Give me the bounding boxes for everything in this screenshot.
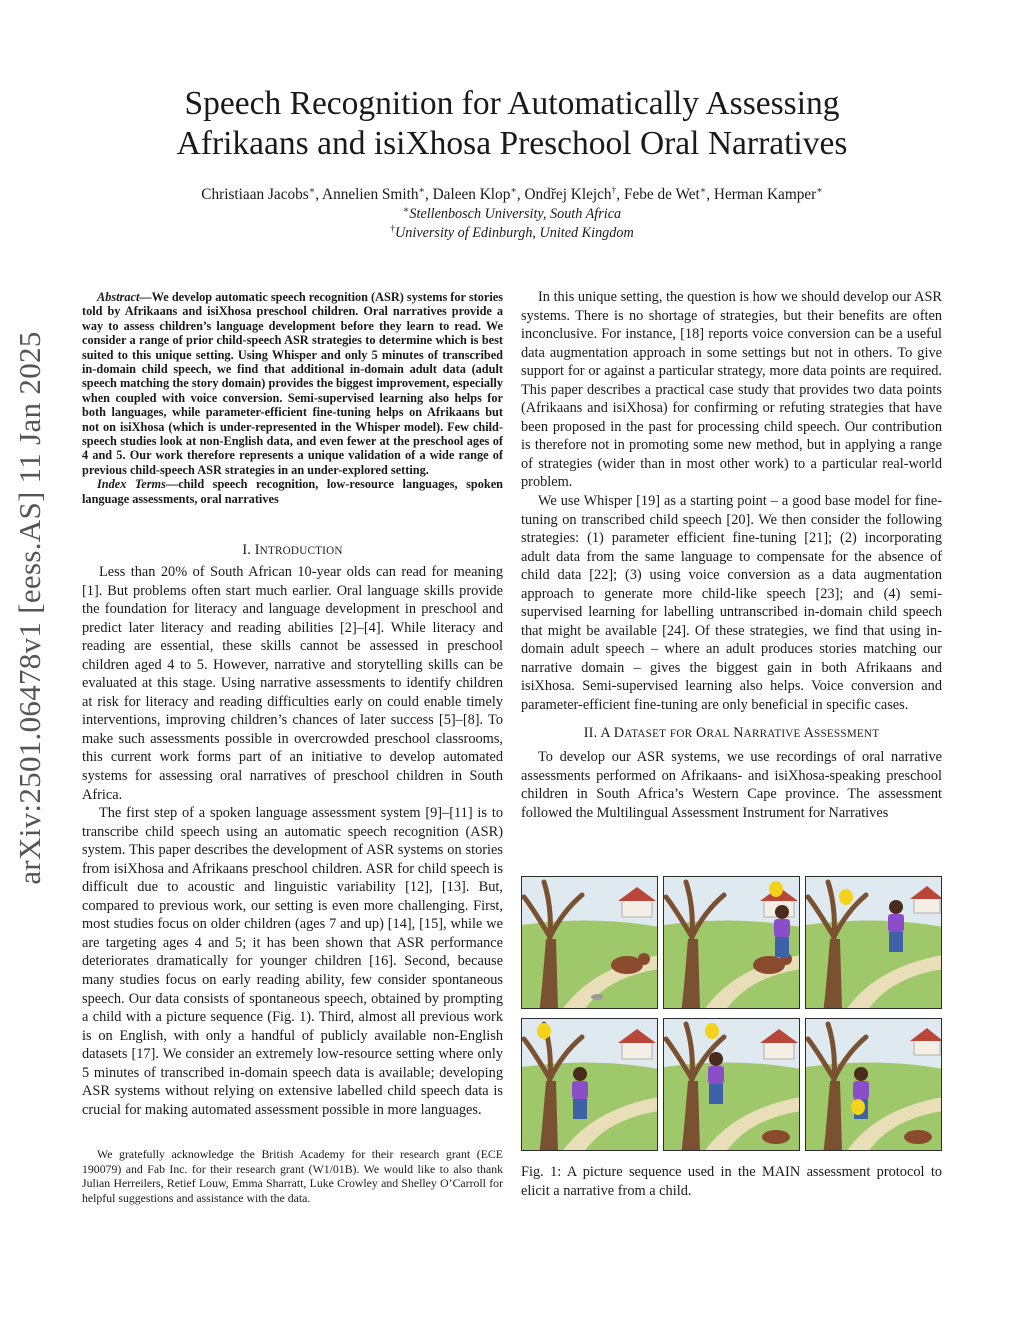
house bbox=[764, 1041, 794, 1059]
acknowledgement-footnote: We gratefully acknowledge the British Academy for their research grant (ECE 190079) and Fab Inc. for their research grant (W1/01B). We would like to also thank Julian Herreilers, Retief Louw, Emma Sharratt, Luke Crowley and Shelley O’Carroll for helpful suggestions and assistance with the data. bbox=[82, 1147, 503, 1205]
author: Febe de Wet∗, bbox=[623, 185, 714, 203]
boy-jeans bbox=[573, 1099, 587, 1119]
author: Daleen Klop∗, bbox=[432, 185, 525, 203]
introduction-body bbox=[82, 563, 503, 1119]
author: Herman Kamper∗ bbox=[713, 185, 823, 203]
introduction-continued bbox=[521, 288, 942, 715]
boy-head bbox=[573, 1067, 587, 1081]
arxiv-side-identifier: arXiv:2501.06478v1 [eess.AS] 11 Jan 2025 bbox=[12, 331, 47, 885]
house bbox=[914, 897, 940, 913]
balloon bbox=[705, 1023, 719, 1039]
dataset-body bbox=[521, 748, 942, 822]
title-line-2: Afrikaans and isiXhosa Preschool Oral Narratives bbox=[176, 125, 848, 162]
panel-illustration bbox=[806, 877, 942, 1009]
boy-head bbox=[854, 1067, 868, 1081]
author: Ondřej Klejch†, bbox=[524, 185, 624, 203]
boy-shirt bbox=[853, 1081, 869, 1099]
balloon bbox=[851, 1099, 865, 1115]
figure-panel-3 bbox=[805, 876, 942, 1009]
house bbox=[622, 899, 652, 917]
panel-illustration bbox=[522, 877, 658, 1009]
figure-panel-2 bbox=[663, 876, 800, 1009]
figure-panel-6 bbox=[805, 1018, 942, 1151]
abstract bbox=[82, 290, 503, 506]
author-list bbox=[100, 185, 924, 205]
author: Christiaan Jacobs∗, bbox=[201, 185, 323, 203]
boy-shirt bbox=[888, 914, 904, 932]
figure-1-caption: Fig. 1: A picture sequence used in the MAIN assessment protocol to elicit a narrative from a child. bbox=[521, 1164, 942, 1199]
paragraph: To develop our ASR systems, we use recordings of oral narrative assessments performed on Afrikaans- and isiXhosa-speaking preschool children in South Africa’s Western Cape province. The assessment followed the Multilingual Assessment Instrument for Narratives bbox=[521, 749, 942, 821]
abstract-paragraph: Abstract—We develop automatic speech recognition (ASR) systems for stories told by Afrikaans and isiXhosa preschool children. Oral narratives provide a way to assess children’s language development before they learn to read. We consider a range of prior child-speech ASR strategies to determine which is best suited to this unique setting. Using Whisper and only 5 minutes of transcribed in-domain child speech, we find that additional in-domain adult data (adult speech matching the story domain) provides the biggest improvement, especially when coupled with voice conversion. Semi-supervised learning also helps for both languages, while parameter-efficient fine-tuning helps on Afrikaans but not on isiXhosa (which is under-represented in the Whisper model). Few child-speech studies look at non-English data, and even fewer at the preschool ages of 4 and 5. Our work therefore represents a unique validation of a wide range of previous child-speech ASR strategies in an under-explored setting. bbox=[82, 290, 503, 477]
boy-jeans bbox=[775, 937, 789, 957]
house bbox=[914, 1039, 940, 1055]
section-heading-introduction: I. INTRODUCTION bbox=[242, 542, 343, 558]
dog bbox=[762, 1130, 790, 1144]
balloon bbox=[839, 889, 853, 905]
balloon bbox=[769, 881, 783, 897]
panel-illustration bbox=[806, 1019, 942, 1151]
boy-jeans bbox=[709, 1084, 723, 1104]
figure-1-picture-sequence bbox=[521, 876, 942, 1153]
figure-panel-5 bbox=[663, 1018, 800, 1151]
house bbox=[622, 1041, 652, 1059]
section-heading-dataset: II. A DATASET FOR ORAL NARRATIVE ASSESSMENT bbox=[583, 725, 880, 741]
boy-head bbox=[709, 1052, 723, 1066]
boy-shirt bbox=[774, 919, 790, 937]
index-terms: Index Terms—child speech recognition, low-resource languages, spoken language assessments, oral narratives bbox=[82, 477, 503, 506]
mouse bbox=[591, 994, 603, 1000]
panel-illustration bbox=[522, 1019, 658, 1151]
boy-head bbox=[889, 900, 903, 914]
figure-panel-4 bbox=[521, 1018, 658, 1151]
dog-head bbox=[638, 953, 650, 965]
panel-illustration bbox=[664, 877, 800, 1009]
balloon bbox=[537, 1023, 551, 1039]
paragraph: The first step of a spoken language assessment system [9]–[11] is to transcribe child speech using an automatic speech recognition (ASR) system. This paper describes the development of ASR systems on stories from isiXhosa and Afrikaans preschool children. ASR for child speech is difficult due to acoustic and linguistic variability [12], [13]. But, compared to previous work, our setting is even more challenging. First, most studies focus on older children (ages 7 and up) [14], [15], while we are targeting ages 4 and 5; it has been shown that ASR performance deteriorates dramatically for younger children [16]. Second, because many studies focus on early reading ability, few consider spontaneous speech. Our data consists of spontaneous speech, obtained by prompting a child with a picture sequence (Fig. 1). Third, almost all previous work is on English, with only a handful of publicly available non-English datasets [17]. We consider an extremely low-resource setting where only 5 minutes of transcribed in-domain speech data is available; developing ASR systems without relying on extensive labelled child speech data is crucial for making automated assessment possible in more languages. bbox=[82, 805, 503, 1118]
dog bbox=[904, 1130, 932, 1144]
boy-shirt bbox=[708, 1066, 724, 1084]
boy-jeans bbox=[889, 932, 903, 952]
boy-shirt bbox=[572, 1081, 588, 1099]
panel-illustration bbox=[664, 1019, 800, 1151]
figure-panel-1 bbox=[521, 876, 658, 1009]
paper-title bbox=[100, 84, 924, 164]
boy-head bbox=[775, 905, 789, 919]
paragraph: Less than 20% of South African 10-year olds can read for meaning [1]. But problems often start much earlier. Oral language skills provide the foundation for literacy and language development in preschool and predict later literacy and reading abilities [2]–[4]. While literacy and reading are essential, these skills cannot be assessed in preschool children aged 4 to 5. However, narrative and storytelling skills can be evaluated at this stage. Using narrative assessments to identify children at risk for literacy and reading difficulties early on could enable timely interventions, improving children’s chances of later success [5]–[8]. To make such assessments possible in overcrowded preschool classrooms, this current work forms part of an initiative to develop automated systems for assessing oral narratives of preschool children in South Africa. bbox=[82, 564, 503, 803]
title-line-1: Speech Recognition for Automatically Assessing bbox=[184, 85, 840, 122]
author: Annelien Smith∗, bbox=[322, 185, 433, 203]
paragraph: We use Whisper [19] as a starting point – a good base model for fine-tuning on transcribed child speech [20]. We then consider the following strategies: (1) parameter efficient fine-tuning [21]; (2) incorporating adult data from the same language to compensate for the absence of child data [22]; (3) using voice conversion as a data augmentation approach to generate more child-like speech [23]; and (4) semi-supervised learning for labelling untranscribed in-domain child speech that might be available [24]. Of these strategies, we find that using in-domain adult speech – where an adult produces stories matching our narrative domain – gives the biggest gain in both Afrikaans and isiXhosa. Semi-supervised learning also helps. Voice conversion and parameter-efficient fine-tuning are only beneficial in specific cases. bbox=[521, 493, 942, 714]
affiliation-edinburgh: †University of Edinburgh, United Kingdom bbox=[390, 224, 634, 241]
affiliation-stellenbosch: ∗Stellenbosch University, South Africa bbox=[402, 205, 622, 222]
paragraph: In this unique setting, the question is how we should develop our ASR systems. There is no shortage of strategies, but their benefits are often inconclusive. For instance, [18] reports voice conversion can be a useful data augmentation approach in some settings but not in others. To give support for or against a particular strategy, more data points are required. This paper describes a practical case study that provides two data points (Afrikaans and isiXhosa) for confirming or refuting strategies that have been proposed in the past for processing child speech. Our contribution is therefore not in promoting some new method, but in applying a range of strategies (wider than in most other work) to a particular real-world problem. bbox=[521, 289, 942, 491]
